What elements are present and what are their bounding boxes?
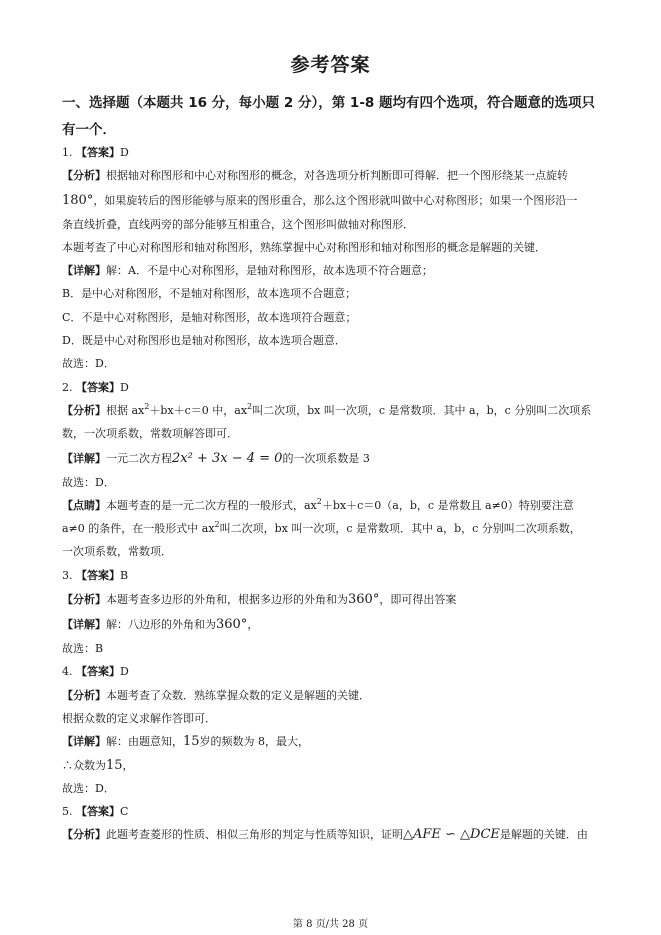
section-label: 【分析】	[62, 688, 106, 702]
section-heading: 一、选择题（本题共 16 分，每小题 2 分），第 1-8 题均有四个选项，符合题意的选项只有一个．	[62, 95, 596, 138]
q2-detail: 【详解】一元二次方程2x² + 3x − 4 = 0的一次项系数是 3	[62, 450, 370, 466]
math-angle-360: 360°	[348, 592, 380, 608]
q1-choose: 故选：D．	[62, 357, 115, 371]
q1-answer: 1. 【答案】D	[62, 146, 129, 159]
q2-analysis-line-2: 数，一次项系数，常数项解答即可．	[62, 427, 238, 441]
q1-detail-line-4: D．既是中心对称图形也是轴对称图形，故本选项合题意．	[62, 334, 346, 348]
q1-analysis-line-2: 180°，如果旋转后的图形能够与原来的图形重合，那么这个图形就叫做中心对称图形；如果一个图形沿一	[62, 192, 578, 208]
q4-analysis-line-2: 根据众数的定义求解作答即可．	[62, 711, 216, 725]
q2-point-line-3: 一次项系数，常数项．	[62, 545, 172, 559]
math-angle-180: 180°	[62, 192, 94, 208]
q5-answer: 5. 【答案】C	[62, 805, 129, 819]
q2-point-line-1: 【点睛】本题考查的是一元二次方程的一般形式，$ax^2+bx+c=0(a$，b，c 是常数且 a≠0）特别要注意	[62, 496, 574, 512]
section-label: 【分析】	[62, 593, 106, 607]
q3-choose: 故选：B	[62, 642, 104, 656]
page-footer: 第 8 页/共 28 页	[292, 919, 369, 930]
section-label: 【详解】	[62, 264, 106, 278]
q2-analysis-line-1: 【分析】根据 $ax^2+bx+c=0$ 中，$ax^2$叫二次项，bx 叫一次项，c 是常数项．其中 a，b，c 分别叫二次项系	[62, 401, 592, 417]
answer-body	[62, 141, 610, 847]
q4-choose: 故选：D．	[62, 781, 115, 795]
section-label: 【答案】	[76, 568, 120, 582]
q2-answer: 2. 【答案】D	[62, 380, 129, 394]
section-label: 【详解】	[62, 451, 106, 465]
section-label: 【分析】	[62, 828, 106, 842]
section-label: 【答案】	[76, 146, 120, 159]
q1-detail-line-1: 【详解】解：A．不是中心对称图形，是轴对称图形，故本选项不符合题意；	[62, 264, 433, 278]
q4-detail: 【详解】解：由题意知，15岁的频数为 8，最大，	[62, 734, 310, 750]
section-label: 【答案】	[76, 805, 120, 819]
q4-answer: 4. 【答案】D	[62, 665, 129, 679]
q2-point-line-2: a≠0 的条件，在一般形式中 $ax^2$叫二次项，bx 叫一次项，c 是常数项．其中 a，b，c 分别叫二次项系数，	[62, 520, 581, 536]
math-number-15: 15	[106, 757, 123, 773]
q1-analysis-line-4: 本题考查了中心对称图形和轴对称图形，熟练掌握中心对称图形和轴对称图形的概念是解题的关键．	[62, 240, 546, 254]
section-label: 【分析】	[62, 403, 106, 417]
q5-analysis: 【分析】此题考查菱形的性质、相似三角形的判定与性质等知识，证明△AFE ∽ △DCE是解题的关键．由	[62, 827, 588, 843]
q1-analysis-line-3: 条直线折叠，直线两旁的部分能够互相重合，这个图形叫做轴对称图形．	[62, 217, 414, 231]
math-similar-triangles: △AFE ∽ △DCE	[403, 827, 500, 843]
math-angle-360: 360°	[216, 617, 248, 633]
q1-detail-line-3: C．不是中心对称图形，是轴对称图形，故本选项符合题意；	[62, 310, 357, 324]
section-label: 【详解】	[62, 618, 106, 632]
q3-detail: 【详解】解：八边形的外角和为360°，	[62, 617, 259, 633]
section-label: 【答案】	[76, 380, 120, 394]
section-label: 【点睛】	[62, 498, 106, 512]
q3-answer: 3. 【答案】B	[62, 568, 129, 582]
section-label: 【答案】	[76, 665, 120, 679]
q2-choose: 故选：D．	[62, 475, 115, 489]
q3-analysis: 【分析】本题考查多边形的外角和，根据多边形的外角和为360°，即可得出答案	[62, 592, 457, 608]
q4-analysis-line-1: 【分析】本题考查了众数．熟练掌握众数的定义是解题的关键．	[62, 688, 370, 702]
q4-therefore: ∴众数为15，	[62, 757, 134, 773]
section-label: 【分析】	[62, 169, 106, 183]
math-quadratic-equation: 2x² + 3x − 4 = 0	[172, 450, 283, 466]
page-title: 参考答案	[290, 54, 371, 76]
math-number-15: 15	[183, 734, 200, 750]
section-label: 【详解】	[62, 735, 106, 749]
q1-detail-line-2: B．是中心对称图形，不是轴对称图形，故本选项不合题意；	[62, 287, 357, 301]
q1-analysis-line-1: 【分析】根据轴对称图形和中心对称图形的概念，对各选项分析判断即可得解．把一个图形绕某一点旋转	[62, 169, 568, 183]
